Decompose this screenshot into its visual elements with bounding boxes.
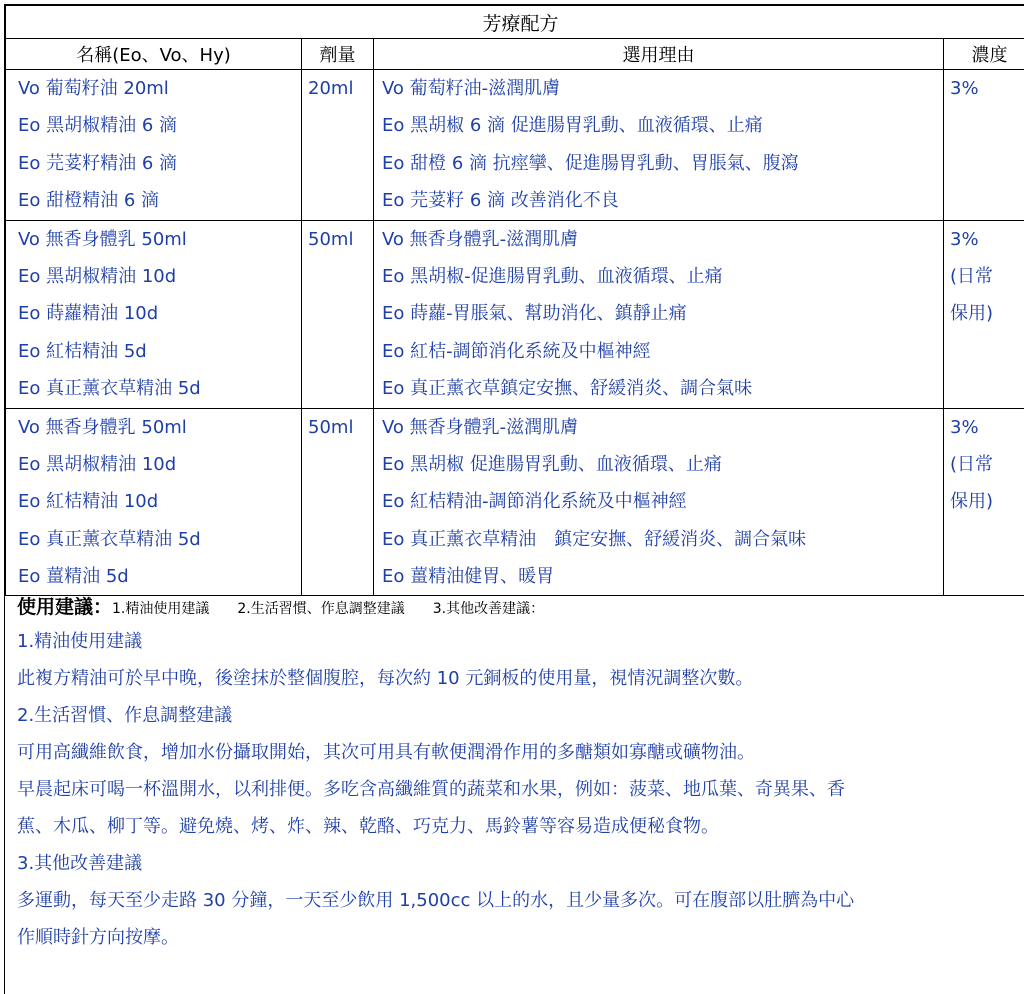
list-item: Vo 葡萄籽油-滋潤肌膚 <box>374 70 943 107</box>
dose-cell <box>302 408 374 596</box>
list-item: Eo 黑胡椒精油 10d <box>6 446 301 483</box>
concentration-cell <box>944 408 1024 596</box>
dose-value: 20ml <box>302 70 373 107</box>
table-title: 芳療配方 <box>6 6 1024 39</box>
header-reason: 選用理由 <box>374 39 944 70</box>
concentration-value: 3% <box>944 70 1024 107</box>
advice-line: 3.其他改善建議 <box>5 845 1024 882</box>
concentration-note: (日常 <box>944 446 1024 483</box>
list-item: Eo 黑胡椒精油 10d <box>6 258 301 295</box>
advice-line: 1.精油使用建議 <box>5 623 1024 660</box>
usage-advice-section <box>5 591 1024 956</box>
list-item: Eo 紅桔精油-調節消化系統及中樞神經 <box>374 483 943 520</box>
advice-line: 多運動，每天至少走路 30 分鐘，一天至少飲用 1,500cc 以上的水，且少量多次。可在腹部以肚臍為中心 <box>5 882 1024 919</box>
reason-cell <box>374 408 944 596</box>
dose-value: 50ml <box>302 221 373 258</box>
table-row <box>6 408 1024 596</box>
list-item: Eo 黑胡椒-促進腸胃乳動、血液循環、止痛 <box>374 258 943 295</box>
list-item: Eo 真正薰衣草精油 鎮定安撫、舒緩消炎、調合氣味 <box>374 521 943 558</box>
list-item: Eo 真正薰衣草精油 5d <box>6 370 301 407</box>
list-item: Vo 無香身體乳-滋潤肌膚 <box>374 409 943 446</box>
header-name: 名稱(Eo、Vo、Hy) <box>6 39 302 70</box>
concentration-value: 3% <box>944 221 1024 258</box>
advice-line: 蕉、木瓜、柳丁等。避免燒、烤、炸、辣、乾酪、巧克力、馬鈴薯等容易造成便秘食物。 <box>5 808 1024 845</box>
reason-cell <box>374 220 944 408</box>
advice-line: 可用高纖維飲食，增加水份攝取開始，其次可用具有軟便潤滑作用的多醣類如寡醣或礦物油。 <box>5 734 1024 771</box>
advice-heading-bold: 使用建議： <box>17 596 112 618</box>
list-item: Vo 無香身體乳 50ml <box>6 221 301 258</box>
dose-cell <box>302 70 374 221</box>
list-item: Eo 黑胡椒精油 6 滴 <box>6 107 301 144</box>
name-cell <box>6 408 302 596</box>
list-item: Eo 芫荽籽 6 滴 改善消化不良 <box>374 182 943 219</box>
name-cell <box>6 220 302 408</box>
list-item: Vo 無香身體乳-滋潤肌膚 <box>374 221 943 258</box>
concentration-note: 保用) <box>944 483 1024 520</box>
list-item: Vo 無香身體乳 50ml <box>6 409 301 446</box>
concentration-note: (日常 <box>944 258 1024 295</box>
dose-value: 50ml <box>302 409 373 446</box>
document-page <box>4 4 1024 994</box>
advice-line: 早晨起床可喝一杯溫開水，以利排便。多吃含高纖維質的蔬菜和水果，例如：菠菜、地瓜葉、奇異果、香 <box>5 771 1024 808</box>
aromatherapy-table <box>5 5 1024 596</box>
list-item: Eo 真正薰衣草精油 5d <box>6 521 301 558</box>
list-item: Eo 真正薰衣草鎮定安撫、舒緩消炎、調合氣味 <box>374 370 943 407</box>
list-item: Eo 黑胡椒 促進腸胃乳動、血液循環、止痛 <box>374 446 943 483</box>
table-row <box>6 70 1024 221</box>
list-item: Eo 蒔蘿-胃脹氣、幫助消化、鎮靜止痛 <box>374 295 943 332</box>
list-item: Vo 葡萄籽油 20ml <box>6 70 301 107</box>
advice-line: 2.生活習慣、作息調整建議 <box>5 697 1024 734</box>
list-item: Eo 紅桔精油 5d <box>6 333 301 370</box>
name-cell <box>6 70 302 221</box>
list-item: Eo 甜橙精油 6 滴 <box>6 182 301 219</box>
advice-line: 此複方精油可於早中晚，後塗抹於整個腹腔，每次約 10 元銅板的使用量，視情況調整次數。 <box>5 660 1024 697</box>
list-item: Eo 薑精油健胃、暖胃 <box>374 558 943 595</box>
dose-cell <box>302 220 374 408</box>
concentration-cell <box>944 70 1024 221</box>
advice-line: 作順時針方向按摩。 <box>5 919 1024 956</box>
concentration-value: 3% <box>944 409 1024 446</box>
list-item: Eo 甜橙 6 滴 抗痙攣、促進腸胃乳動、胃脹氣、腹瀉 <box>374 145 943 182</box>
list-item: Eo 紅桔精油 10d <box>6 483 301 520</box>
list-item: Eo 薑精油 5d <box>6 558 301 595</box>
list-item: Eo 黑胡椒 6 滴 促進腸胃乳動、血液循環、止痛 <box>374 107 943 144</box>
reason-cell <box>374 70 944 221</box>
list-item: Eo 紅桔-調節消化系統及中樞神經 <box>374 333 943 370</box>
header-concentration: 濃度 <box>944 39 1024 70</box>
list-item: Eo 蒔蘿精油 10d <box>6 295 301 332</box>
concentration-note: 保用) <box>944 295 1024 332</box>
advice-heading <box>5 591 1024 623</box>
header-dose: 劑量 <box>302 39 374 70</box>
table-row <box>6 220 1024 408</box>
list-item: Eo 芫荽籽精油 6 滴 <box>6 145 301 182</box>
concentration-cell <box>944 220 1024 408</box>
advice-heading-summary: 1.精油使用建議 2.生活習慣、作息調整建議 3.其他改善建議： <box>112 601 544 617</box>
